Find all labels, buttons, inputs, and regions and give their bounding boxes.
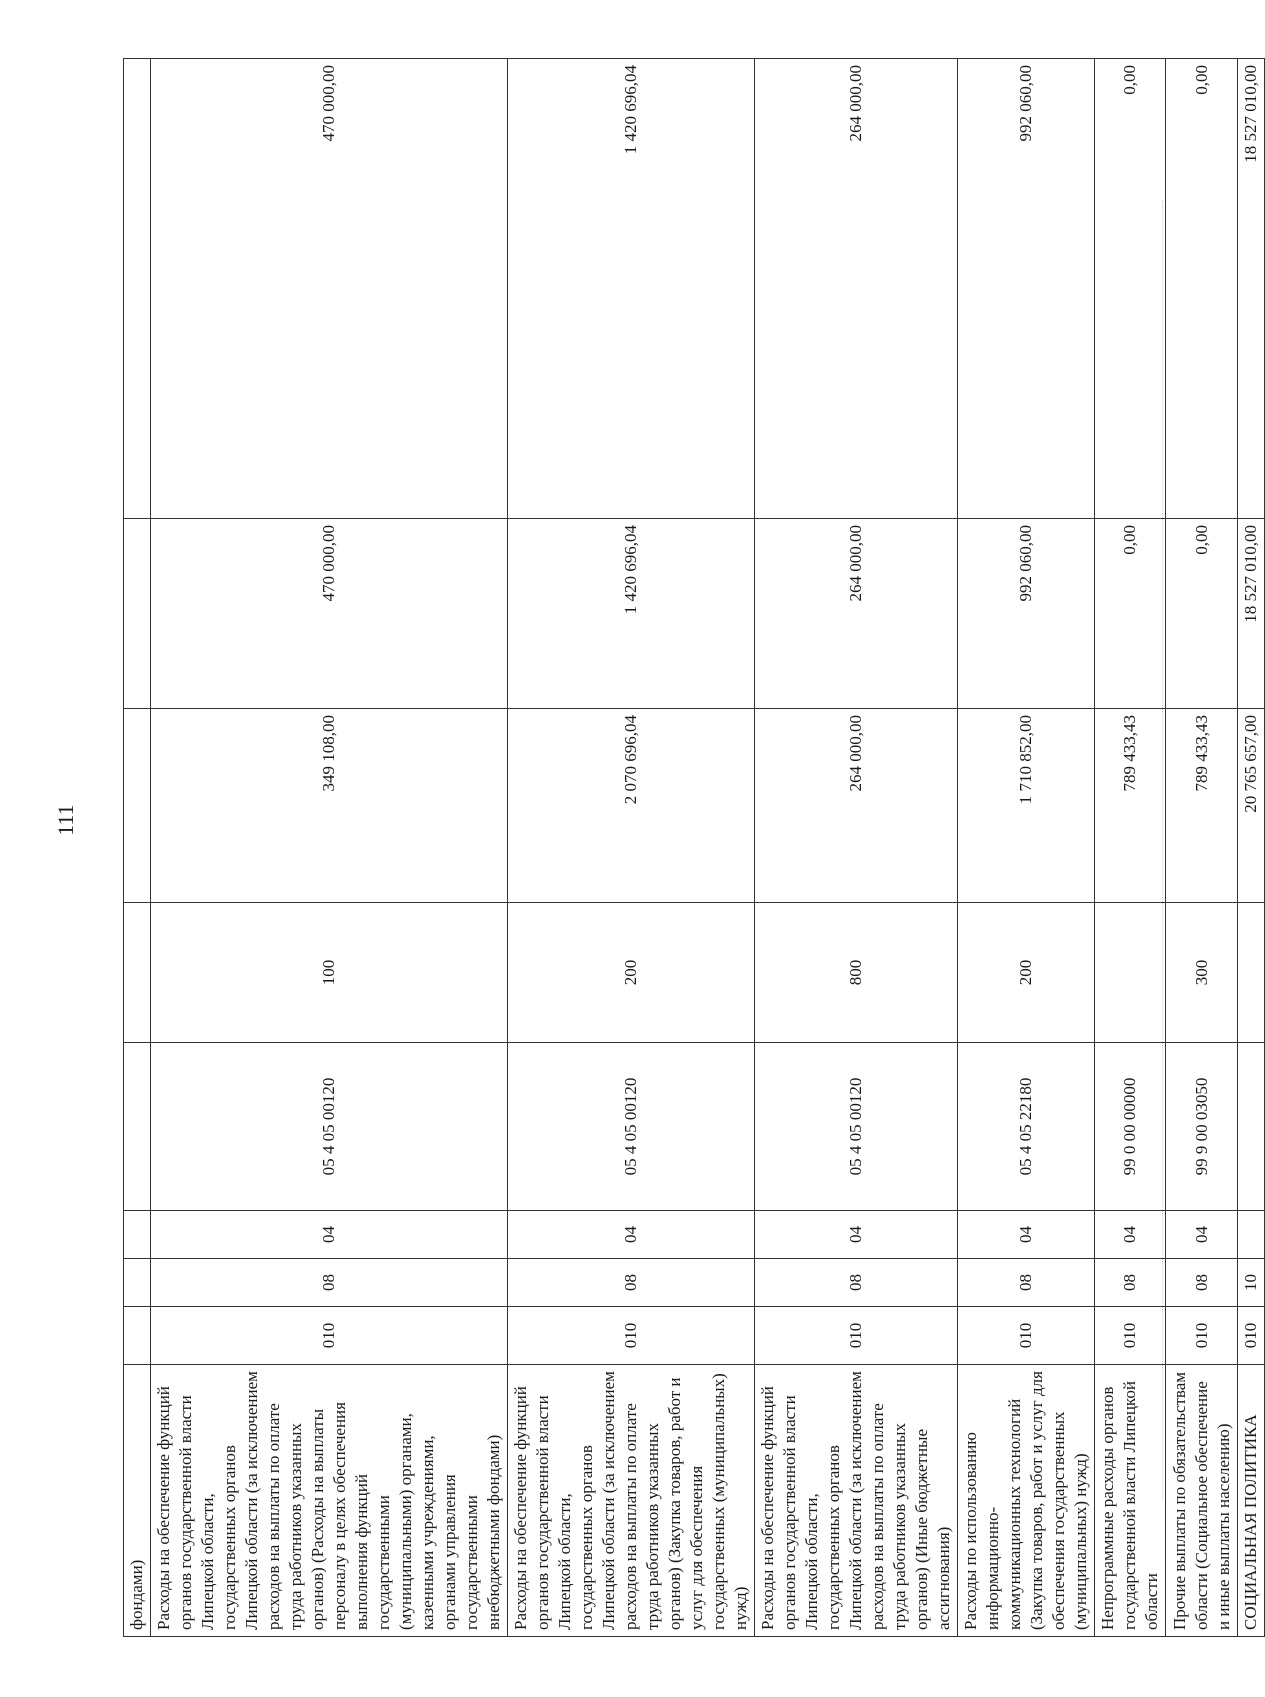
expense-type-cell: 200 bbox=[508, 903, 755, 1043]
row-name-cell: Прочие выплаты по обязательствам области (Социальное обеспечение и иные выплаты населению) bbox=[1166, 1365, 1238, 1637]
sum-year-1-cell: 264 000,00 bbox=[755, 709, 958, 903]
expense-type-cell bbox=[1238, 903, 1265, 1043]
row-name-cell: Расходы на обеспечение функций органов государственной власти Липецкой области, государственных органов Липецкой области (за исключением расходов на выплаты по оплате труда работников указанных органов) (Иные бюджетные ассигнования) bbox=[755, 1365, 958, 1637]
subsection-code-cell: 04 bbox=[1166, 1211, 1238, 1259]
target-code-cell bbox=[124, 1043, 151, 1211]
target-code-cell: 99 0 00 00000 bbox=[1095, 1043, 1166, 1211]
sum-year-3-cell: 1 420 696,04 bbox=[508, 59, 755, 519]
rotated-table-container bbox=[123, 59, 1260, 1637]
section-code-cell: 08 bbox=[508, 1259, 755, 1307]
target-code-cell: 99 9 00 03050 bbox=[1166, 1043, 1238, 1211]
page-number: 111 bbox=[53, 804, 78, 836]
sum-year-1-cell bbox=[124, 709, 151, 903]
sum-year-1-cell: 789 433,43 bbox=[1095, 709, 1166, 903]
expense-type-cell: 300 bbox=[1166, 903, 1238, 1043]
table-body bbox=[124, 59, 1265, 1637]
table-row bbox=[1166, 59, 1238, 1637]
section-code-cell: 08 bbox=[755, 1259, 958, 1307]
expense-type-cell bbox=[1095, 903, 1166, 1043]
sum-year-3-cell: 992 060,00 bbox=[958, 59, 1095, 519]
sum-year-1-cell: 789 433,43 bbox=[1166, 709, 1238, 903]
row-name-cell: СОЦИАЛЬНАЯ ПОЛИТИКА bbox=[1238, 1365, 1265, 1637]
subsection-code-cell: 04 bbox=[958, 1211, 1095, 1259]
expense-type-cell: 100 bbox=[151, 903, 508, 1043]
row-name-cell: Расходы на обеспечение функций органов государственной власти Липецкой области, государственных органов Липецкой области (за исключением расходов на выплаты по оплате труда работников указанных органов) (Закупка товаров, работ и услуг для обеспечения государственных (муниципальных) нужд) bbox=[508, 1365, 755, 1637]
section-code-cell: 08 bbox=[1166, 1259, 1238, 1307]
row-name-cell: фондами) bbox=[124, 1365, 151, 1637]
row-name-cell: Расходы на обеспечение функций органов государственной власти Липецкой области, государственных органов Липецкой области (за исключением расходов на выплаты по оплате труда работников указанных органов) (Расходы на выплаты персоналу в целях обеспечения выполнения функций государственными (муниципальными) органами, казенными учреждениями, органами управления государственными внебюджетными фондами) bbox=[151, 1365, 508, 1637]
subsection-code-cell: 04 bbox=[755, 1211, 958, 1259]
sum-year-1-cell: 2 070 696,04 bbox=[508, 709, 755, 903]
target-code-cell bbox=[1238, 1043, 1265, 1211]
subsection-code-cell bbox=[1238, 1211, 1265, 1259]
subsection-code-cell: 04 bbox=[508, 1211, 755, 1259]
sum-year-1-cell: 349 108,00 bbox=[151, 709, 508, 903]
table-row bbox=[1238, 59, 1265, 1637]
table-row bbox=[508, 59, 755, 1637]
table-row bbox=[1095, 59, 1166, 1637]
section-code-cell: 08 bbox=[151, 1259, 508, 1307]
admin-code-cell: 010 bbox=[1166, 1307, 1238, 1365]
sum-year-3-cell: 18 527 010,00 bbox=[1238, 59, 1265, 519]
subsection-code-cell: 04 bbox=[151, 1211, 508, 1259]
sum-year-2-cell: 1 420 696,04 bbox=[508, 519, 755, 709]
sum-year-1-cell: 20 765 657,00 bbox=[1238, 709, 1265, 903]
sum-year-3-cell: 470 000,00 bbox=[151, 59, 508, 519]
admin-code-cell bbox=[124, 1307, 151, 1365]
sum-year-3-cell: 0,00 bbox=[1166, 59, 1238, 519]
subsection-code-cell: 04 bbox=[1095, 1211, 1166, 1259]
section-code-cell: 08 bbox=[958, 1259, 1095, 1307]
expense-type-cell: 800 bbox=[755, 903, 958, 1043]
expense-type-cell: 200 bbox=[958, 903, 1095, 1043]
target-code-cell: 05 4 05 00120 bbox=[755, 1043, 958, 1211]
admin-code-cell: 010 bbox=[151, 1307, 508, 1365]
admin-code-cell: 010 bbox=[508, 1307, 755, 1365]
table-row bbox=[124, 59, 151, 1637]
admin-code-cell: 010 bbox=[1095, 1307, 1166, 1365]
target-code-cell: 05 4 05 00120 bbox=[508, 1043, 755, 1211]
section-code-cell: 08 bbox=[1095, 1259, 1166, 1307]
row-name-cell: Расходы по использованию информационно-коммуникационных технологий (Закупка товаров, работ и услуг для обеспечения государственных (муниципальных) нужд) bbox=[958, 1365, 1095, 1637]
table-row bbox=[958, 59, 1095, 1637]
target-code-cell: 05 4 05 00120 bbox=[151, 1043, 508, 1211]
sum-year-2-cell: 470 000,00 bbox=[151, 519, 508, 709]
sum-year-2-cell bbox=[124, 519, 151, 709]
table-row bbox=[755, 59, 958, 1637]
admin-code-cell: 010 bbox=[958, 1307, 1095, 1365]
section-code-cell: 10 bbox=[1238, 1259, 1265, 1307]
sum-year-2-cell: 18 527 010,00 bbox=[1238, 519, 1265, 709]
table-row bbox=[151, 59, 508, 1637]
admin-code-cell: 010 bbox=[1238, 1307, 1265, 1365]
sum-year-2-cell: 992 060,00 bbox=[958, 519, 1095, 709]
sum-year-2-cell: 0,00 bbox=[1095, 519, 1166, 709]
expense-type-cell bbox=[124, 903, 151, 1043]
sum-year-3-cell: 264 000,00 bbox=[755, 59, 958, 519]
sum-year-3-cell bbox=[124, 59, 151, 519]
row-name-cell: Непрограммные расходы органов государственной власти Липецкой области bbox=[1095, 1365, 1166, 1637]
budget-table bbox=[123, 58, 1265, 1637]
sum-year-2-cell: 264 000,00 bbox=[755, 519, 958, 709]
admin-code-cell: 010 bbox=[755, 1307, 958, 1365]
section-code-cell bbox=[124, 1259, 151, 1307]
target-code-cell: 05 4 05 22180 bbox=[958, 1043, 1095, 1211]
sum-year-1-cell: 1 710 852,00 bbox=[958, 709, 1095, 903]
subsection-code-cell bbox=[124, 1211, 151, 1259]
sum-year-2-cell: 0,00 bbox=[1166, 519, 1238, 709]
sum-year-3-cell: 0,00 bbox=[1095, 59, 1166, 519]
